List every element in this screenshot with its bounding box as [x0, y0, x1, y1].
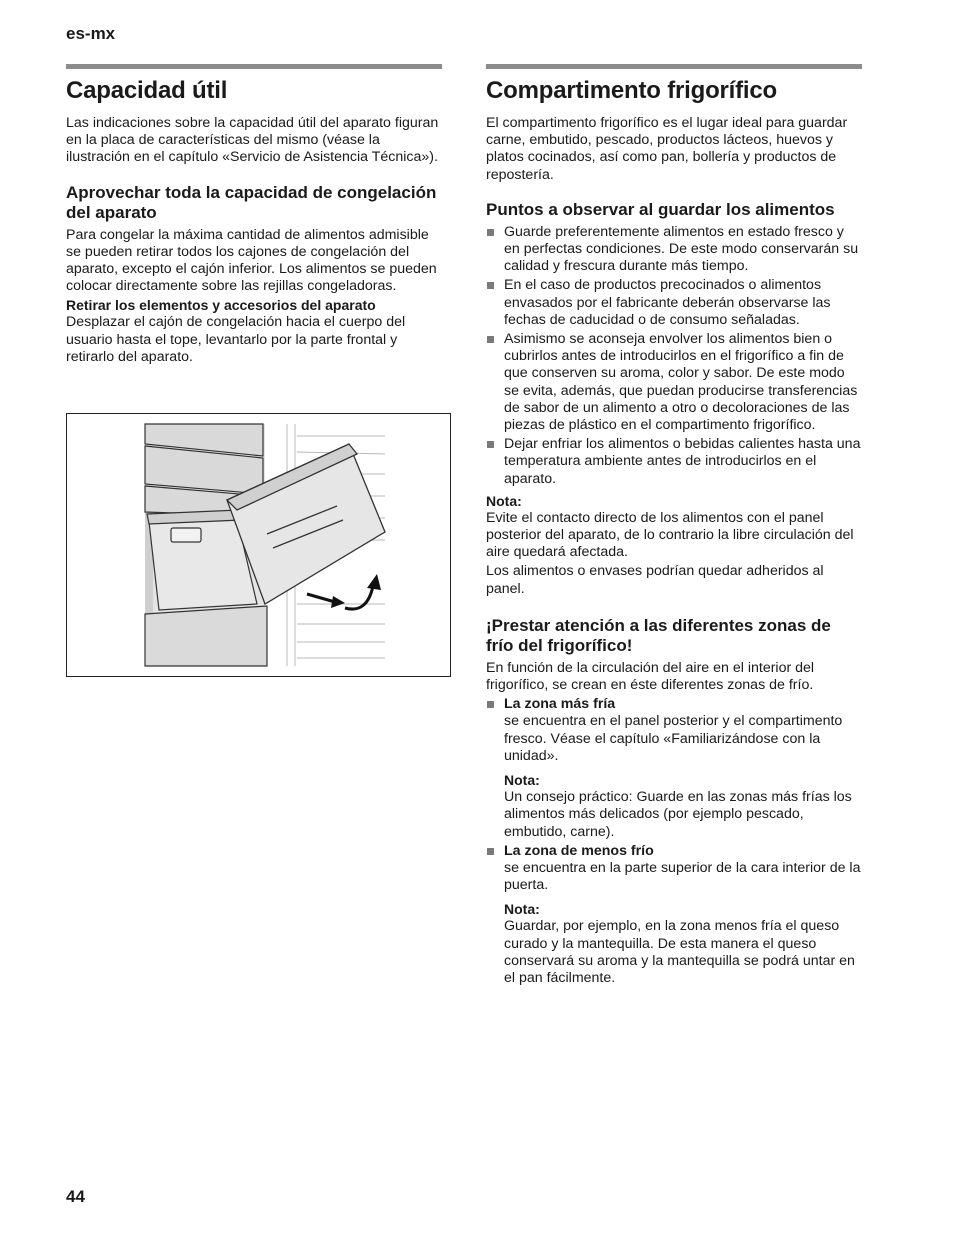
page-number: 44: [66, 1187, 85, 1206]
list-item: [486, 696, 862, 840]
puntos-list: [486, 224, 862, 488]
section-title-compartimento: Compartimento frigorífico: [486, 77, 778, 104]
note-label: Nota:: [504, 772, 540, 789]
freezer-drawer-drawing: [67, 414, 450, 676]
bullet-icon: [487, 282, 494, 289]
zone-note: Un consejo práctico: Guarde en las zonas más frías los alimentos más delicados (por ejemplo pescado, embutido, carne).: [504, 789, 852, 840]
zone-text: se encuentra en el panel posterior y el compartimento fresco. Véase el capítulo «Familiarizándose con la unidad».: [504, 713, 843, 764]
list-item: Guarde preferentemente alimentos en estado fresco y en perfectas condiciones. De este modo conservarán su calidad y frescura durante más tiempo.: [486, 224, 862, 276]
congelacion-paragraph: Para congelar la máxima cantidad de alimentos admisible se pueden retirar todos los cajones de congelación del aparato, excepto el cajón inferior. Los alimentos se pueden colocar directamente sobre las rejillas congeladoras.: [66, 226, 437, 295]
subheading-congelacion: Aprovechar toda la capacidad de congelación del aparato: [66, 182, 437, 222]
note-label: Nota:: [486, 492, 522, 509]
list-item: En el caso de productos precocinados o alimentos envasados por el fabricante deberán observarse las fechas de caducidad o de consumo señaladas.: [486, 277, 862, 329]
bullet-icon: [487, 701, 494, 708]
zonas-list: [486, 696, 862, 987]
capacidad-intro: Las indicaciones sobre la capacidad útil del aparato figuran en la placa de características del mismo (véase la ilustración en el capítulo «Servicio de Asistencia Técnica»).: [66, 115, 439, 166]
subheading-zonas: ¡Prestar atención a las diferentes zonas de frío del frigorífico!: [486, 615, 831, 655]
zonas-intro: En función de la circulación del aire en el interior del frigorífico, se crean en éste diferentes zonas de frío.: [486, 659, 815, 694]
right-column: [486, 64, 862, 989]
compartimento-intro: El compartimento frigorífico es el lugar ideal para guardar carne, embutido, pescado, productos lácteos, huevos y platos cocinados, así como pan, bollería y productos de repostería.: [486, 115, 848, 183]
retirar-label: Retirar los elementos y accesorios del aparato: [66, 297, 376, 314]
zone-label: La zona de menos frío: [504, 842, 654, 859]
retirar-paragraph: Desplazar el cajón de congelación hacia el cuerpo del usuario hasta el tope, levantarlo por la parte frontal y retirarlo del aparato.: [66, 314, 406, 365]
zone-text: se encuentra en la parte superior de la cara interior de la puerta.: [504, 859, 861, 894]
section-rule: [486, 64, 862, 69]
bullet-icon: [487, 336, 494, 343]
section-title-capacidad: Capacidad útil: [66, 77, 228, 104]
language-code: es-mx: [66, 24, 116, 43]
drawer-removal-illustration: [66, 413, 451, 677]
list-item: Asimismo se aconseja envolver los alimentos bien o cubrirlos antes de introducirlos en el frigorífico a fin de que conserven su aroma, color y sabor. De este modo se evita, además, que puedan producirse transferencias de sabor de un alimento a otro o decoloraciones de las piezas de plástico en el compartimento frigorífico.: [486, 331, 862, 434]
zone-note: Guardar, por ejemplo, en la zona menos fría el queso curado y la mantequilla. De esta manera el queso conservará su aroma y la mantequilla se podrá untar en el pan fácilmente.: [504, 918, 855, 986]
bullet-icon: [487, 229, 494, 236]
zone-label: La zona más fría: [504, 696, 616, 713]
section-rule: [66, 64, 442, 69]
note-text: Evite el contacto directo de los alimentos con el panel posterior del aparato, de lo contrario la libre circulación del aire quedará afectada.: [486, 509, 854, 561]
left-column: [66, 64, 442, 368]
note-label: Nota:: [504, 901, 540, 918]
list-item: [486, 843, 862, 987]
subheading-puntos: Puntos a observar al guardar los alimentos: [486, 199, 835, 219]
bullet-icon: [487, 848, 494, 855]
list-item: Dejar enfriar los alimentos o bebidas calientes hasta una temperatura ambiente antes de introducirlos en el aparato.: [486, 436, 862, 488]
bullet-icon: [487, 441, 494, 448]
note-text-2: Los alimentos o envases podrían quedar adheridos al panel.: [486, 563, 824, 597]
